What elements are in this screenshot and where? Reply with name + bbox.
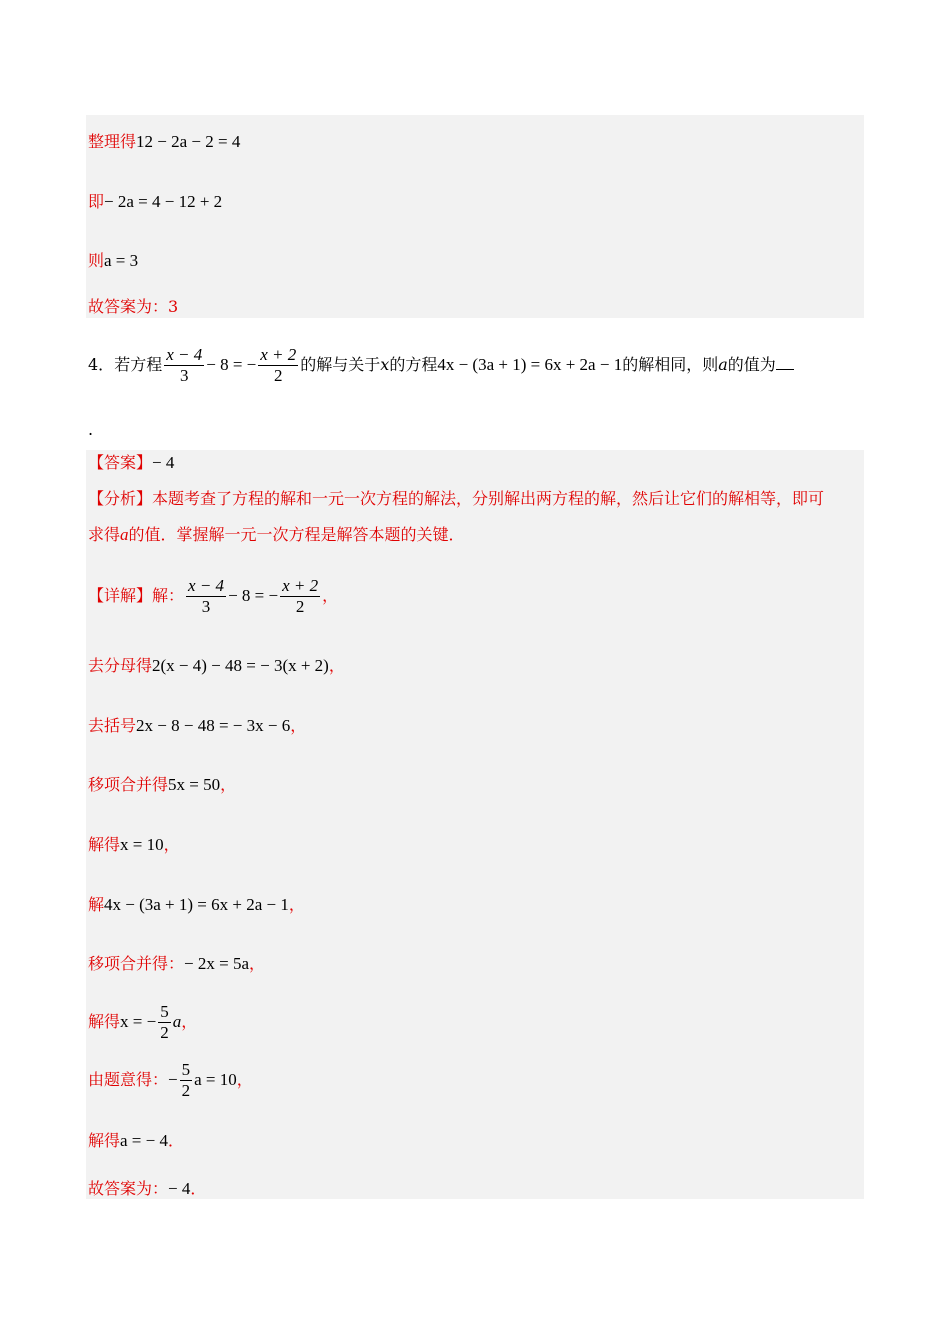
detail-fraction-1-denominator: 3 bbox=[201, 597, 211, 616]
question-mid-1: − 8 = − bbox=[206, 355, 257, 374]
question-fraction-2-numerator: x + 2 bbox=[260, 345, 297, 364]
question-equation-2: 4x − (3a + 1) = 6x + 2a − 1 bbox=[437, 355, 623, 374]
step-5 bbox=[88, 895, 305, 915]
prev-line-4-value: 3 bbox=[168, 297, 179, 316]
analysis-line-2 bbox=[88, 525, 465, 545]
prev-line-1-expr: 12 − 2a − 2 = 4 bbox=[136, 132, 241, 151]
analysis-line-1 bbox=[88, 489, 824, 509]
step-8 bbox=[88, 1060, 253, 1101]
question-var-a: a bbox=[718, 355, 728, 374]
prev-line-1-label: 整理得 bbox=[88, 132, 137, 151]
detail-fraction-2-numerator: x + 2 bbox=[282, 576, 319, 595]
detail-prefix: 解： bbox=[152, 586, 185, 605]
step-10-label: 故答案为： bbox=[88, 1179, 169, 1198]
step-1-label: 去分母得 bbox=[88, 656, 153, 675]
analysis-var: a bbox=[120, 525, 129, 544]
step-4 bbox=[88, 835, 180, 855]
question-text-5: 的值为 bbox=[727, 355, 776, 374]
question-text-4: 的解相同，则 bbox=[622, 355, 719, 374]
step-1 bbox=[88, 656, 345, 676]
analysis-text-2a: 求得 bbox=[88, 525, 121, 544]
step-6-label: 移项合并得： bbox=[88, 954, 185, 973]
detail-line bbox=[88, 576, 338, 617]
detail-tag: 【详解】 bbox=[88, 586, 153, 605]
step-6 bbox=[88, 954, 265, 974]
question-number: 4． bbox=[88, 355, 115, 374]
step-8-post: a = 10 bbox=[194, 1070, 237, 1089]
question-text-2: 的解与关于 bbox=[300, 355, 381, 374]
prev-line-2-label: 即 bbox=[88, 192, 105, 211]
detail-comma: ， bbox=[322, 586, 339, 605]
question-text-3: 的方程 bbox=[389, 355, 438, 374]
step-7-fraction bbox=[158, 1002, 171, 1043]
detail-fraction-2 bbox=[280, 576, 320, 617]
step-3 bbox=[88, 775, 236, 795]
question-var-x: x bbox=[380, 355, 390, 374]
question-fraction-2-denominator: 2 bbox=[274, 366, 283, 385]
answer-line bbox=[88, 453, 174, 473]
step-1-expr: 2(x − 4) − 48 = − 3(x + 2) bbox=[152, 656, 329, 675]
step-10-expr: − 4 bbox=[168, 1179, 191, 1198]
step-8-label: 由题意得： bbox=[88, 1070, 169, 1089]
question-line bbox=[88, 345, 794, 386]
step-4-comma: ， bbox=[163, 835, 180, 854]
step-9-expr: a = − 4 bbox=[120, 1131, 168, 1150]
step-2-expr: 2x − 8 − 48 = − 3x − 6 bbox=[136, 716, 291, 735]
detail-fraction-1-numerator: x − 4 bbox=[188, 576, 225, 595]
step-8-fraction bbox=[180, 1060, 193, 1101]
analysis-tag: 【分析】 bbox=[88, 489, 153, 508]
step-5-expr: 4x − (3a + 1) = 6x + 2a − 1 bbox=[104, 895, 289, 914]
step-10-period: ． bbox=[190, 1179, 207, 1198]
prev-line-2 bbox=[88, 192, 222, 212]
prev-line-4 bbox=[88, 297, 178, 317]
step-6-comma: ， bbox=[249, 954, 266, 973]
step-3-label: 移项合并得 bbox=[88, 775, 169, 794]
question-fraction-1-numerator: x − 4 bbox=[166, 345, 203, 364]
step-5-comma: ， bbox=[288, 895, 305, 914]
analysis-text-2b: 的值．掌握解一元一次方程是解答本题的关键． bbox=[128, 525, 465, 544]
step-7-post: a bbox=[172, 1012, 182, 1031]
detail-mid: − 8 = − bbox=[228, 586, 279, 605]
step-7-numerator: 5 bbox=[160, 1002, 169, 1021]
step-1-comma: ， bbox=[328, 656, 345, 675]
prev-line-3-label: 则 bbox=[88, 251, 105, 270]
step-7-denominator: 2 bbox=[160, 1023, 169, 1042]
prev-line-3-expr: a = 3 bbox=[104, 251, 139, 270]
question-fraction-1-denominator: 3 bbox=[179, 366, 189, 385]
step-8-numerator: 5 bbox=[181, 1060, 191, 1079]
analysis-text-1: 本题考查了方程的解和一元一次方程的解法，分别解出两方程的解，然后让它们的解相等，即可 bbox=[152, 489, 825, 508]
answer-value: − 4 bbox=[152, 453, 175, 472]
question-text-1: 若方程 bbox=[114, 355, 163, 374]
answer-blank bbox=[776, 355, 794, 370]
step-4-label: 解得 bbox=[88, 835, 121, 854]
step-2-label: 去括号 bbox=[88, 716, 137, 735]
step-2 bbox=[88, 716, 306, 736]
answer-tag: 【答案】 bbox=[88, 453, 153, 472]
step-9-period: ． bbox=[168, 1131, 185, 1150]
step-8-denominator: 2 bbox=[181, 1081, 191, 1100]
step-2-comma: ， bbox=[290, 716, 307, 735]
step-4-expr: x = 10 bbox=[120, 835, 164, 854]
question-fraction-1 bbox=[164, 345, 204, 386]
step-9-label: 解得 bbox=[88, 1131, 121, 1150]
prev-line-4-label: 故答案为： bbox=[88, 297, 169, 316]
detail-fraction-1 bbox=[186, 576, 226, 617]
step-3-expr: 5x = 50 bbox=[168, 775, 221, 794]
prev-line-1 bbox=[88, 132, 240, 152]
prev-line-3 bbox=[88, 251, 138, 271]
step-7 bbox=[88, 1002, 197, 1043]
step-9 bbox=[88, 1131, 184, 1151]
step-7-label: 解得 bbox=[88, 1012, 121, 1031]
step-8-comma: ， bbox=[236, 1070, 253, 1089]
step-6-expr: − 2x = 5a bbox=[184, 954, 249, 973]
step-5-label: 解 bbox=[88, 895, 105, 914]
step-8-pre: − bbox=[168, 1070, 178, 1089]
prev-line-2-expr: − 2a = 4 − 12 + 2 bbox=[104, 192, 223, 211]
step-7-comma: ， bbox=[181, 1012, 198, 1031]
step-7-pre: x = − bbox=[120, 1012, 157, 1031]
step-3-comma: ， bbox=[220, 775, 237, 794]
question-trailing-dot: . bbox=[88, 420, 94, 439]
detail-fraction-2-denominator: 2 bbox=[295, 597, 305, 616]
step-10 bbox=[88, 1179, 206, 1199]
question-fraction-2 bbox=[258, 345, 298, 386]
